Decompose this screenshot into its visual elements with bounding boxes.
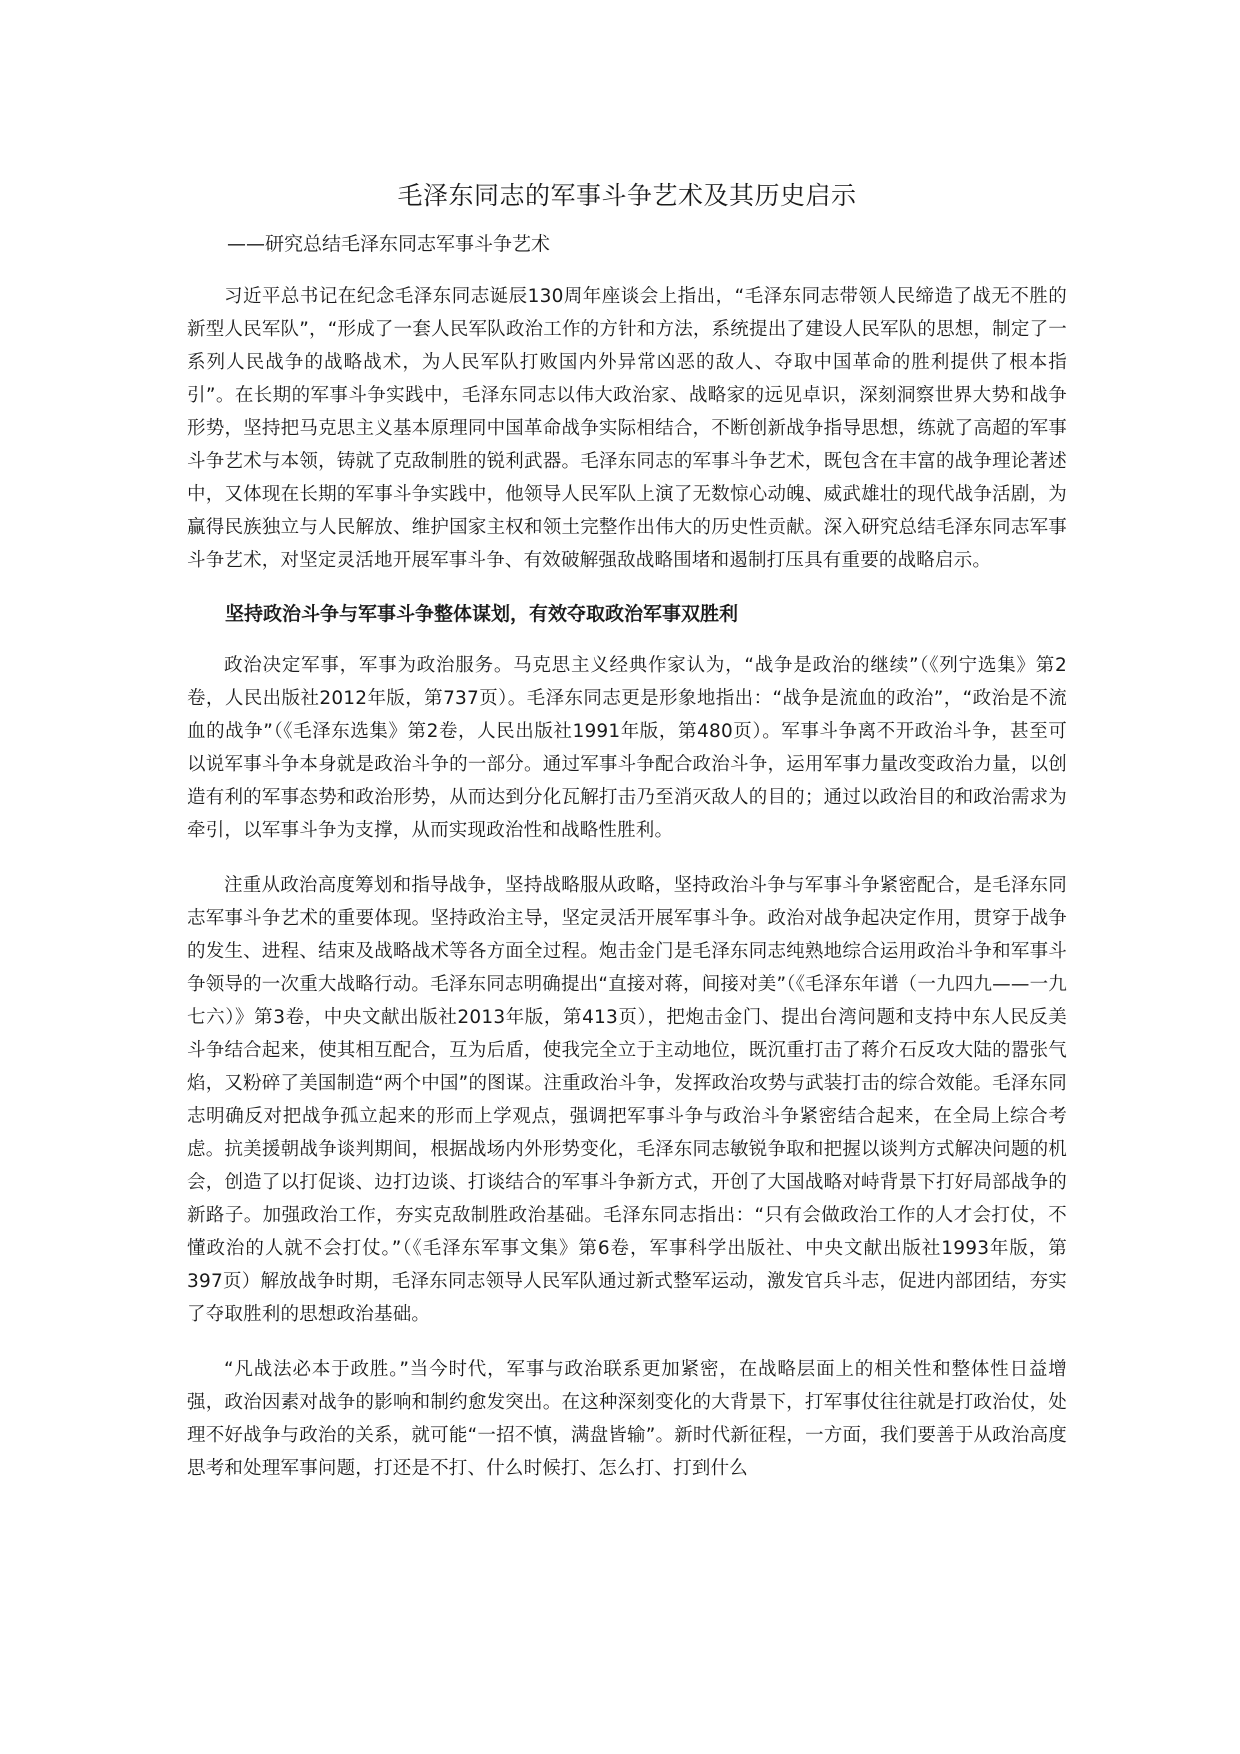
intro-paragraph: 习近平总书记在纪念毛泽东同志诞辰130周年座谈会上指出，“毛泽东同志带领人民缔造了战无不胜的新型人民军队”，“形成了一套人民军队政治工作的方针和方法，系统提出了建设人民军队的思想，制定了一系列人民战争的战略战术，为人民军队打败国内外异常凶恶的敌人、夺取中国革命的胜利提供了根本指引”。在长期的军事斗争实践中，毛泽东同志以伟大政治家、战略家的远见卓识，深刻洞察世界大势和战争形势，坚持把马克思主义基本原理同中国革命战争实际相结合，不断创新战争指导思想，练就了高超的军事斗争艺术与本领，铸就了克敌制胜的锐利武器。毛泽东同志的军事斗争艺术，既包含在丰富的战争理论著述中，又体现在长期的军事斗争实践中，他领导人民军队上演了无数惊心动魄、威武雄壮的现代战争活剧，为赢得民族独立与人民解放、维护国家主权和领土完整作出伟大的历史性贡献。深入研究总结毛泽东同志军事斗争艺术，对坚定灵活地开展军事斗争、有效破解强敌战略围堵和遏制打压具有重要的战略启示。 [187,286,1067,571]
document-title: 毛泽东同志的军事斗争艺术及其历史启示 [397,181,857,210]
body-paragraph-3: “凡战法必本于政胜。”当今时代，军事与政治联系更加紧密，在战略层面上的相关性和整体性日益增强，政治因素对战争的影响和制约愈发突出。在这种深刻变化的大背景下，打军事仗往往就是打政治仗，处理不好战争与政治的关系，就可能“一招不慎，满盘皆输”。新时代新征程，一方面，我们要善于从政治高度思考和处理军事问题，打还是不打、什么时候打、怎么打、打到什么 [187,1359,1067,1479]
document-body [187,178,1067,1507]
document-subtitle: ——研究总结毛泽东同志军事斗争艺术 [227,233,551,255]
section-heading: 坚持政治斗争与军事斗争整体谋划，有效夺取政治军事双胜利 [225,603,739,625]
body-paragraph-1: 政治决定军事，军事为政治服务。马克思主义经典作家认为，“战争是政治的继续”（《列宁选集》第2卷，人民出版社2012年版，第737页）。毛泽东同志更是形象地指出：“战争是流血的政治”，“政治是不流血的战争”（《毛泽东选集》第2卷，人民出版社1991年版，第480页）。军事斗争离不开政治斗争，甚至可以说军事斗争本身就是政治斗争的一部分。通过军事斗争配合政治斗争，运用军事力量改变政治力量，以创造有利的军事态势和政治形势，从而达到分化瓦解打击乃至消灭敌人的目的；通过以政治目的和政治需求为牵引，以军事斗争为支撑，从而实现政治性和战略性胜利。 [187,655,1067,841]
body-paragraph-2: 注重从政治高度筹划和指导战争，坚持战略服从政略，坚持政治斗争与军事斗争紧密配合，是毛泽东同志军事斗争艺术的重要体现。坚持政治主导，坚定灵活开展军事斗争。政治对战争起决定作用，贯穿于战争的发生、进程、结束及战略战术等各方面全过程。炮击金门是毛泽东同志纯熟地综合运用政治斗争和军事斗争领导的一次重大战略行动。毛泽东同志明确提出“直接对蒋，间接对美”（《毛泽东年谱（一九四九——一九七六）》第3卷，中央文献出版社2013年版，第413页），把炮击金门、提出台湾问题和支持中东人民反美斗争结合起来，使其相互配合，互为后盾，使我完全立于主动地位，既沉重打击了蒋介石反攻大陆的嚣张气焰，又粉碎了美国制造“两个中国”的图谋。注重政治斗争，发挥政治攻势与武装打击的综合效能。毛泽东同志明确反对把战争孤立起来的形而上学观点，强调把军事斗争与政治斗争紧密结合起来，在全局上综合考虑。抗美援朝战争谈判期间，根据战场内外形势变化，毛泽东同志敏锐争取和把握以谈判方式解决问题的机会，创造了以打促谈、边打边谈、打谈结合的军事斗争新方式，开创了大国战略对峙背景下打好局部战争的新路子。加强政治工作，夯实克敌制胜政治基础。毛泽东同志指出：“只有会做政治工作的人才会打仗，不懂政治的人就不会打仗。”（《毛泽东军事文集》第6卷，军事科学出版社、中央文献出版社1993年版，第397页）解放战争时期，毛泽东同志领导人民军队通过新式整军运动，激发官兵斗志，促进内部团结，夯实了夺取胜利的思想政治基础。 [187,875,1067,1325]
